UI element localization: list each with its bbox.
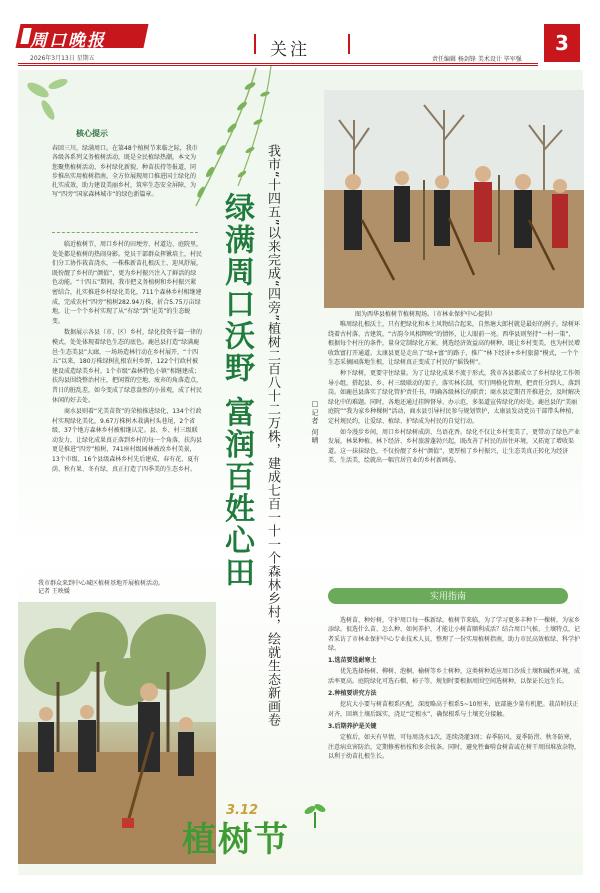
tree-planting-site-illustration	[324, 90, 584, 308]
issue-date: 2026年3月13日 星期五	[30, 55, 95, 62]
section-divider-left	[254, 34, 256, 54]
guide-section-text: 挖坑大小要与树苗根系匹配，深度略高于根系5~10厘米，底部施少量有机肥。栽苗时扶正对齐，回填土壤后踩实，浇足“定根水”，确保根系与土壤充分接触。	[328, 701, 579, 718]
staff-credits: 责任编辑 杨剑锋 美术设计 毕军强	[432, 56, 522, 63]
festival-date: 3.12	[226, 803, 259, 818]
tips-divider	[52, 232, 198, 233]
guide-body	[328, 616, 580, 763]
guide-section-text: 定植后，如天有旱情，可每周浇水1次，连续浇灌3周；春季防风、夏季防涝、秋冬防寒，注意病虫害防治，定期修剪枯枝和多余枝条。同时，避免牲畜啃食树苗或在树干周围堆放杂物，以利于幼苗扎根生长。	[328, 734, 581, 760]
masthead	[0, 0, 600, 68]
left-paragraph: 商水县则着“光美苗资”的荣植推进绿化，134个行政村实现绿化美化，9.67万株树木栽满村头巷尾，2个省级、37个地方森林乡村被相继认定。县、乡、村三级联动发力，让绿化成果真正落到乡村的每一个角落，扶沟县更是推进“四旁”植树，741座村级园林被改乡村美景，13个市级、16个县级森林乡村先后建成，春有花、夏有荫、秋有果、冬有绿，真正打造了四季美的生态乡村。	[52, 408, 203, 473]
festival-name: 植树节	[182, 820, 290, 860]
section-divider-right	[348, 34, 350, 54]
byline: □记者 何晴	[311, 400, 319, 445]
right-paragraph: 如今漫步乡间，周口乡村绿树成荫、鸟语花香。绿化不仅让乡村变美了，更带动了绿色产业发展，林果种植、林下经济、乡村旅游蓬勃兴起，既改善了村民的居住环境，又拓宽了增收渠道。这一抹抹绿色，不仅扮靓了乡村“颜值”，更厚植了乡村振兴，让生态美真正转化为经济美、生活美，绘就出一幅宜居宜业的乡村新画卷。	[328, 428, 581, 465]
left-paragraph: 临近植树节，周口乡村的田埂旁、村道边、庭院里，处处都是植树的热闹身影。党员干部群众挥锹培土，村民们分工协作栽苗浇水，一株株新苗扎根沃土、迎风舒展，既扮靓了乡村的“颜值”，更为乡村振兴注入了鲜活的绿色动能。“十四五”期间，我市把义务植树和乡村振兴紧密结合，扎实推进乡村绿化美化，711个森林乡村相继建成，完成农村“四旁”植树282.94万株，折合5.75万亩绿地，让一个个乡村实现了从“有绿”到“见美”的生态蜕变。	[52, 241, 203, 325]
guide-section-text: 优先选择杨树、柳树、泡桐、榆树等乡土树种，这类树种适应周口沙质土壤和碱性环境，成活率更高。庭院绿化可选石榴、柿子等，规划时要根据周围空间选树种，以保证长远生长。	[328, 668, 581, 685]
right-paragraph: 种下绿树，更要守住绿量。为了让绿化成果不流于形式，我市各县都成立了乡村绿化工作领导小组，搭起县、乡、村三级联动的架子，落实林长制，实行网格化管理，把责任分到人、落到岗。如鹿邑县落实了绿化管护责任书，明确各级林长的职责；商水县定期召开推进会，及时解决绿化中的难题。同时，各地还通过挂牌督导、办示范，多渠道宣传绿化的好处。鹿邑县的“美丽庭院”“我为家乡种棵树”活动，商水县引导村民参与规划管护，太康县发动党员干部带头种植，定村规民约，让爱绿、植绿、护绿成为村民的自觉行动。	[328, 369, 581, 425]
headline: 绿满周口沃野 富润百姓心田	[219, 192, 254, 589]
subheadline: 我市“十四五”以来完成“四旁”植树二百八十二万株，建成七百一十一个森林乡村，绘就生态新画卷	[265, 144, 280, 727]
sprout-icon	[300, 800, 330, 830]
tips-title: 核心提示	[76, 129, 108, 138]
left-photo-caption: 我市群众来到中心城区植树基地开展植树活动。 记者 王映媛	[38, 580, 165, 596]
header-rule-secondary	[18, 65, 538, 66]
left-paragraph: 数据展示各县（市、区）乡村，绿化投资千篇一律的模式，处处体现着绿色生态的底色。鹿邑县打造“绿满鹿邑·生态美县”大廊，一场场造林行动在乡村展开，“十四五”以来，180万株绿树扎根农村乡野，122个行政村被建设成造绿美乡村，1个市级“森林特色小镇”相继建成；扶沟县围绕整治村庄，把闲置的空地、废弃的角落造点，昔日的脏乱差，如今变成了绿意盎然的小景观，成了村民休闲的好去处。	[52, 329, 203, 404]
header-rule	[18, 63, 538, 64]
section-title: 关注	[270, 40, 310, 60]
left-article-body	[52, 240, 202, 476]
right-planting-photo	[324, 90, 584, 308]
newspaper-logo: 周口晚报	[30, 31, 106, 51]
guide-title: 实用指南	[429, 592, 466, 602]
guide-intro: 选树苗、种好树，守护周口每一株新绿。植树节来临，为了学习更多丰种下一棵树，为家乡添绿。很选什么苗、怎么种、如何养护，才能让小树苗顺利成活？结合周口气候、土壤特点，记者采访了市林业保护中心专业技术人员，整理了一份实用植树指南，助力市民高效植绿、科学护绿。	[328, 617, 581, 652]
guide-section-heading: 3.后期养护是关键	[328, 722, 377, 730]
right-photo-caption: 图为西华县植树节植树现场。（市林业保护中心提供）	[355, 311, 497, 318]
right-paragraph: 唯周绿扎根沃土，只有把绿化和本土风物结合起来，自然塘大郎村就是最好的例子，绿树环绕着古村落、古建筑，“古韵今风相辉映”的情怀，让人眼前一亮。西华县则坚持“一村一策”，根据每个村庄的条件，量身定制绿化方案，挑选经济效益高的树种，既让乡村变美，也为村民增收致富打开通道。太康县更是走出了“绿+富”的路子，推广“林下经济+乡村旅游”模式，一个个生态采摘园落地生根，让绿树真正变成了村民的“摇钱树”。	[328, 321, 581, 367]
right-article-body	[328, 320, 580, 467]
tips-body: 春回三川，绿满周口。在第48个植树节来临之际，我市各级各系列义务植树活动，既是全民植绿热潮，本文为您聚焦植树活动、乡村绿化新貌、种苗扶持等报道，同步推出实用植树指南，全方位展现周口推进国土绿化的扎实成效，助力建设美丽乡村，筑牢生态安全屏障，为写“四旁”国家森林城市“的绿色新篇章。	[52, 145, 198, 199]
page-number: 3	[544, 24, 580, 62]
guide-section-heading: 1.选苗要选耐寒土	[328, 657, 377, 665]
guide-section-heading: 2.种植要讲究方法	[328, 690, 377, 698]
